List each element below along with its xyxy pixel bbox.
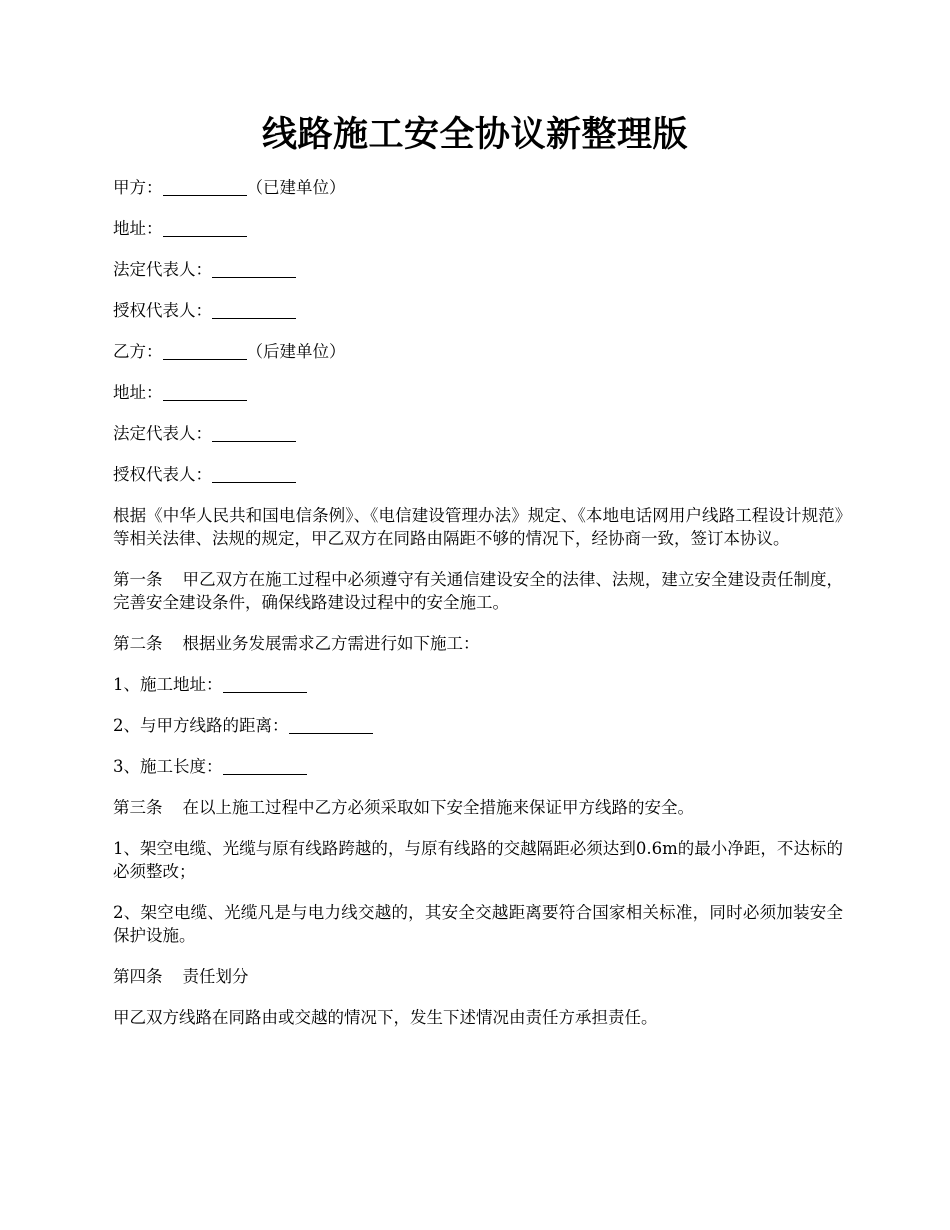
preamble-paragraph: 根据《中华人民共和国电信条例》、《电信建设管理办法》规定、《本地电话网用户线路工程设计规范》等相关法律、法规的规定，甲乙双方在同路由隔距不够的情况下，经协商一致，签订本协议。 <box>113 506 843 548</box>
party-b-label: 乙方： <box>113 342 163 361</box>
document-body <box>113 176 843 1047</box>
article-2 <box>113 632 843 655</box>
party-b-authorized-rep-line <box>113 463 843 486</box>
party-b-line <box>113 340 843 363</box>
party-b-legal-rep-line <box>113 422 843 445</box>
article-4-text: 责任划分 <box>182 967 249 986</box>
party-b-legal-rep-blank <box>212 424 296 442</box>
party-a-authorized-rep-line <box>113 299 843 322</box>
article-3 <box>113 796 843 819</box>
article-1-heading: 第一条 <box>113 570 163 589</box>
article-4-paragraph: 甲乙双方线路在同路由或交越的情况下，发生下述情况由责任方承担责任。 <box>113 1008 658 1027</box>
party-a-legal-rep-line <box>113 258 843 281</box>
distance-blank <box>289 716 373 734</box>
article-4 <box>113 965 843 988</box>
party-a-legal-rep-blank <box>212 260 296 278</box>
party-b-legal-rep-label: 法定代表人： <box>113 424 212 443</box>
article-3-item-1: 1、架空电缆、光缆与原有线路跨越的，与原有线路的交越隔距必须达到0.6m的最小净距，不达标的必须整改； <box>113 839 843 881</box>
article-3-item-2: 2、架空电缆、光缆凡是与电力线交越的，其安全交越距离要符合国家相关标准，同时必须加装安全保护设施。 <box>113 903 843 945</box>
party-a-authorized-rep-blank <box>212 301 296 319</box>
party-a-address-line <box>113 217 843 240</box>
party-b-address-label: 地址： <box>113 383 163 402</box>
party-b-note: （后建单位） <box>246 342 346 361</box>
party-a-note: （已建单位） <box>246 178 346 197</box>
article-2-heading: 第二条 <box>113 634 163 653</box>
construction-length-label: 3、施工长度： <box>113 757 223 776</box>
party-a-authorized-rep-label: 授权代表人： <box>113 301 212 320</box>
article-2-text: 根据业务发展需求乙方需进行如下施工： <box>182 634 480 653</box>
party-b-blank <box>163 342 247 360</box>
article-3-heading: 第三条 <box>113 798 163 817</box>
party-a-blank <box>163 178 247 196</box>
party-a-label: 甲方： <box>113 178 163 197</box>
party-b-authorized-rep-blank <box>212 465 296 483</box>
construction-length-blank <box>223 757 307 775</box>
party-a-line <box>113 176 843 199</box>
party-a-address-blank <box>163 219 247 237</box>
construction-address-label: 1、施工地址： <box>113 675 223 694</box>
article-4-heading: 第四条 <box>113 967 163 986</box>
article-2-item-1 <box>113 673 843 696</box>
party-b-authorized-rep-label: 授权代表人： <box>113 465 212 484</box>
article-1-text: 甲乙双方在施工过程中必须遵守有关通信建设安全的法律、法规，建立安全建设责任制度，完善安全建设条件，确保线路建设过程中的安全施工。 <box>113 570 844 612</box>
article-3-text: 在以上施工过程中乙方必须采取如下安全措施来保证甲方线路的安全。 <box>182 798 694 817</box>
party-a-legal-rep-label: 法定代表人： <box>113 260 212 279</box>
party-b-address-line <box>113 381 843 404</box>
construction-address-blank <box>223 675 307 693</box>
party-b-address-blank <box>163 383 247 401</box>
article-1 <box>113 568 843 614</box>
article-2-item-2 <box>113 714 843 737</box>
article-2-item-3 <box>113 755 843 778</box>
distance-label: 2、与甲方线路的距离： <box>113 716 289 735</box>
document-title: 线路施工安全协议新整理版 <box>261 114 688 155</box>
party-a-address-label: 地址： <box>113 219 163 238</box>
